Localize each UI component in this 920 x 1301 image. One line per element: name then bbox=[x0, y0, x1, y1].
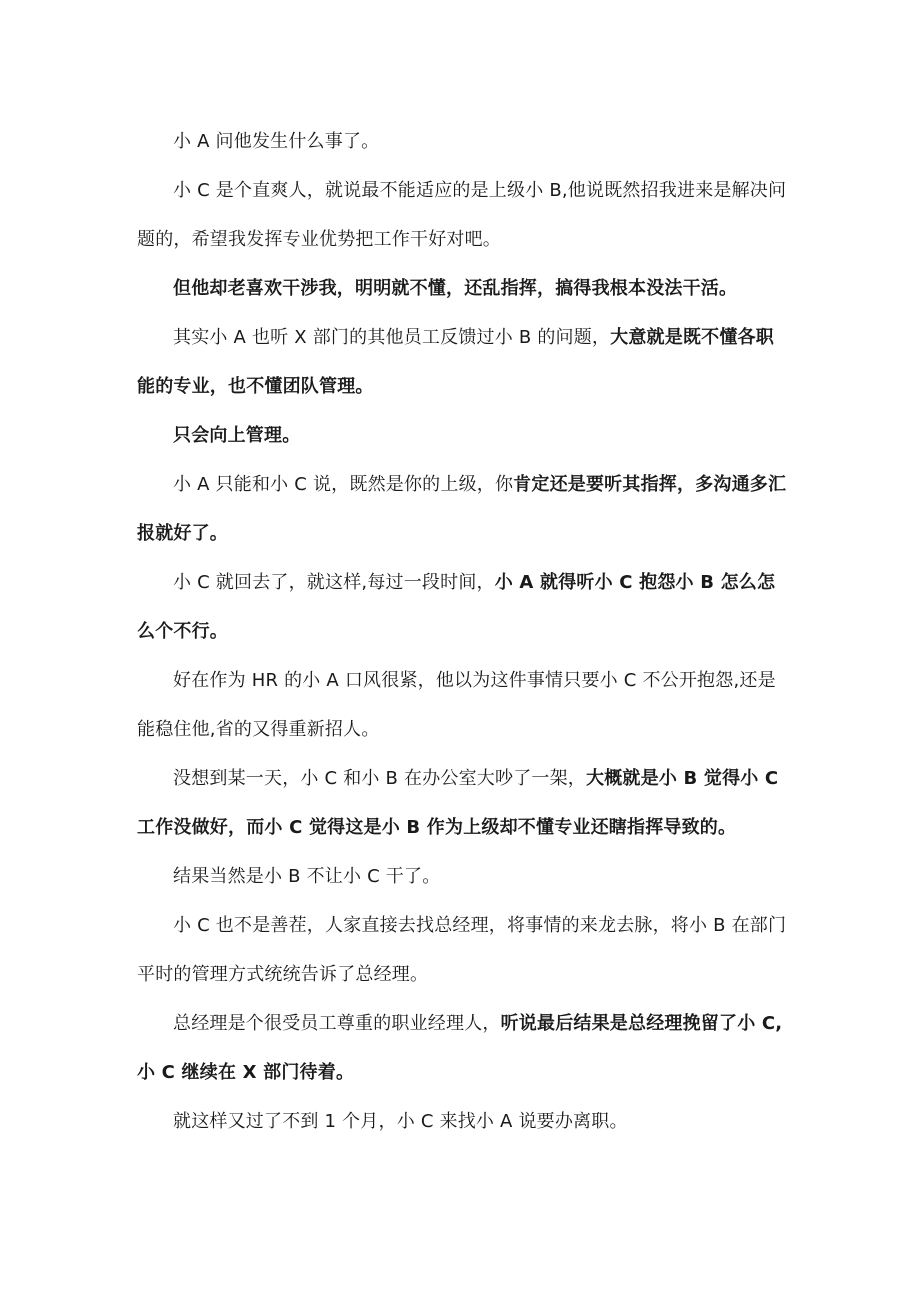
text-segment: 总经理是个很受员工尊重的职业经理人， bbox=[173, 1013, 501, 1034]
paragraph bbox=[137, 901, 787, 999]
paragraph bbox=[137, 264, 787, 313]
text-segment: 小 C 也不是善茬，人家直接去找总经理，将事情的来龙去脉，将小 B 在部门平时的管理方式统统告诉了总经理。 bbox=[137, 915, 787, 985]
document-body bbox=[137, 117, 787, 1146]
text-segment: 小 C 是个直爽人，就说最不能适应的是上级小 B,他说既然招我进来是解决问题的，希望我发挥专业优势把工作干好对吧。 bbox=[137, 180, 787, 250]
paragraph bbox=[137, 852, 787, 901]
bold-text-segment: 小 A 就得听小 C 抱怨小 B 怎么怎么个不行。 bbox=[137, 572, 776, 642]
text-segment: 小 A 只能和小 C 说，既然是你的上级，你 bbox=[173, 474, 514, 495]
paragraph bbox=[137, 166, 787, 264]
bold-text-segment: 肯定还是要听其指挥，多沟通多汇报就好了。 bbox=[137, 474, 787, 544]
paragraph bbox=[137, 313, 787, 411]
paragraph bbox=[137, 460, 787, 558]
text-segment: 小 C 就回去了，就这样,每过一段时间， bbox=[173, 572, 495, 593]
paragraph bbox=[137, 999, 787, 1097]
text-segment: 小 A 问他发生什么事了。 bbox=[173, 131, 380, 152]
paragraph bbox=[137, 754, 787, 852]
text-segment: 结果当然是小 B 不让小 C 干了。 bbox=[173, 866, 441, 887]
paragraph bbox=[137, 656, 787, 754]
bold-text-segment: 听说最后结果是总经理挽留了小 C,小 C 继续在 X 部门待着。 bbox=[137, 1013, 783, 1083]
bold-text-segment: 只会向上管理。 bbox=[173, 425, 301, 446]
paragraph bbox=[137, 117, 787, 166]
text-segment: 就这样又过了不到 1 个月，小 C 来找小 A 说要办离职。 bbox=[173, 1111, 628, 1132]
bold-text-segment: 大概就是小 B 觉得小 C 工作没做好，而小 C 觉得这是小 B 作为上级却不懂专业还瞎指挥导致的。 bbox=[137, 768, 779, 838]
paragraph bbox=[137, 1097, 787, 1146]
paragraph bbox=[137, 558, 787, 656]
text-segment: 其实小 A 也听 X 部门的其他员工反馈过小 B 的问题， bbox=[173, 327, 611, 348]
text-segment: 好在作为 HR 的小 A 口风很紧，他以为这件事情只要小 C 不公开抱怨,还是能稳住他,省的又得重新招人。 bbox=[137, 670, 776, 740]
text-segment: 没想到某一天，小 C 和小 B 在办公室大吵了一架， bbox=[173, 768, 587, 789]
bold-text-segment: 但他却老喜欢干涉我，明明就不懂，还乱指挥，搞得我根本没法干活。 bbox=[173, 278, 738, 299]
paragraph bbox=[137, 411, 787, 460]
bold-text-segment: 大意就是既不懂各职能的专业，也不懂团队管理。 bbox=[137, 327, 774, 397]
